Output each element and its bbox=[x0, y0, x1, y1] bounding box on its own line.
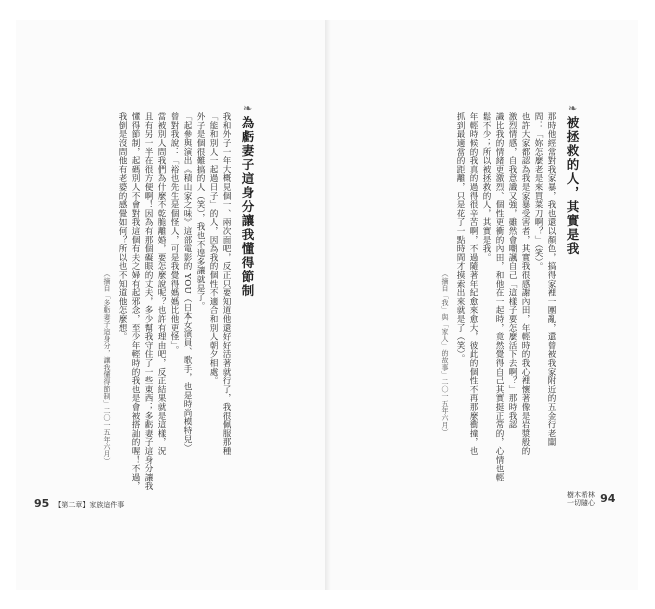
left-chapter-label: 【第二章】家族這件事 bbox=[54, 501, 125, 509]
left-paragraph-7: 且有另一半在很方便啊！因為有那個礙眼的丈夫，多少幫我守住了一些東西；多虧妻子這身分讓我 bbox=[143, 112, 153, 491]
right-book-author: 樹木希林 bbox=[567, 490, 595, 499]
left-page-number: 95 bbox=[34, 497, 50, 510]
left-source-note: （摘自「多虧妻子這身分，讓我懂得節制」二〇一五年六月） bbox=[103, 270, 111, 465]
left-paragraph-3: 外子是個很難搞的人（笑），我也不遑多讓就是了。 bbox=[195, 112, 205, 311]
right-paragraph-6: 鬆不少；所以被拯救的人，其實是我。 bbox=[481, 112, 491, 262]
left-page-heading: 為虧妻子這身分讓我懂得節制 bbox=[240, 116, 255, 298]
right-book-title: 一切隨心 bbox=[567, 498, 595, 507]
right-page-footer bbox=[567, 488, 615, 507]
left-paragraph-4: 「起參與演出《積山家之味》這部電影的 YOU（日本女演員、歌手，也是時尚模特兒） bbox=[182, 112, 192, 453]
left-paragraph-8: 懂得節制，起碼別人不會對我這個有夫之婦有起邪念，至少年輕時的我也是會被搭訕的喔！不過， bbox=[130, 112, 140, 491]
left-paragraph-5: 曾對我說：「裕也先生是個怪人，可是我覺得媽媽比他更怪」。 bbox=[169, 112, 179, 355]
right-page-number: 94 bbox=[600, 492, 616, 505]
right-paragraph-8: 抓到最適當的距離，只是花了一點時間才摸索出來就是了（笑）。 bbox=[455, 112, 465, 363]
right-paragraph-4: 激烈情感，自我意識又強，雖然會嘲諷自己「這樣子要怎麼活下去啊？」那時我認 bbox=[507, 112, 517, 429]
book-gutter bbox=[325, 20, 331, 590]
leaf-ornament-icon: ❧ bbox=[568, 102, 578, 115]
right-paragraph-1: 那時他經常對我家暴，我也還以顏色，搞得家裡一團亂，還曾被我家附近的五金行老闆 bbox=[546, 112, 556, 447]
left-paragraph-2: 「能和別人一起過日子」的人，因為我的個性不適合和別人朝夕相處。 bbox=[208, 112, 218, 385]
right-paragraph-2: 問：「妳怎麼老是來買菜刀啊？」（笑）。 bbox=[533, 112, 543, 271]
left-paragraph-9: 我倒是沒問他有老婆的感覺如何？所以也不知道他怎麼想。 bbox=[117, 112, 127, 341]
left-page-footer bbox=[34, 492, 124, 511]
right-page-heading: 被拯救的人，其實是我 bbox=[565, 116, 580, 256]
left-paragraph-6: 當被別人問我們為什麼不乾脆離婚，要怎麼說呢？也許有理由吧，反正結果就是這樣，況 bbox=[156, 112, 166, 456]
right-paragraph-5: 識比我的情緒更激烈、個性更衝的內田，和他在一起時，竟然覺得自己其實挺正常的，心情也輕 bbox=[494, 112, 504, 482]
leaf-ornament-icon: ❧ bbox=[243, 102, 253, 115]
left-paragraph-1: 我和外子一年大概見個一、兩次面吧，反正只要知道他還好好活著就行了，我很佩服那種 bbox=[221, 112, 231, 456]
right-source-note: （摘自「我」與「家人」的故事」二〇一五年六月） bbox=[441, 270, 449, 436]
right-paragraph-7: 年輕時候的我真的過得很辛苦啊，不過隨著年紀愈來愈大，彼此的個性不再那麼衝撞，也 bbox=[468, 112, 478, 456]
right-paragraph-3: 也許大家都認為我是家暴受害者，其實我很感謝內田，年輕時的我心裡懷著像是岩漿般的 bbox=[520, 112, 530, 456]
